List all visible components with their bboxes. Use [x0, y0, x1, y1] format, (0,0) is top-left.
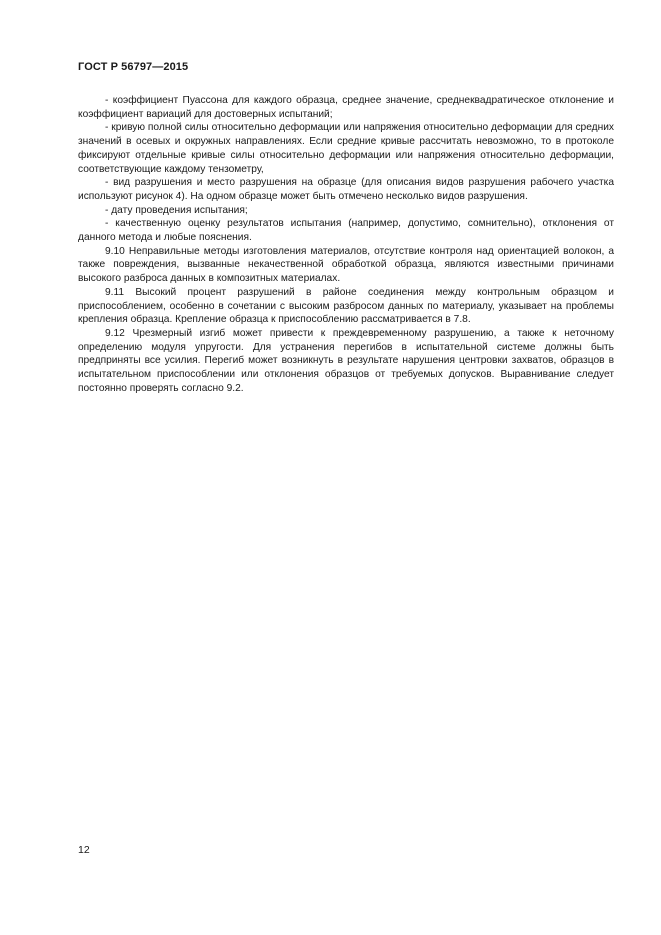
list-item-quality-assessment: - качественную оценку результатов испытания (например, допустимо, сомнительно), отклонения от данного метода и любые пояснения. [78, 218, 614, 244]
list-item-force-strain-curve: - кривую полной силы относительно деформации или напряжения относительно деформации для средних значений в осевых и окружных направлениях. Если средние кривые рассчитать невозможно, то в протоколе фиксируют отдельные кривые силы относительно деформации или напряжения относительно деформации, соответствующие каждому тензометру, [78, 122, 614, 175]
page-number: 12 [78, 844, 90, 856]
list-item-failure-mode: - вид разрушения и место разрушения на образце (для описания видов разрушения рабочего участка используют рисунок 4). На одном образце может быть отмечено несколько видов разрушения. [78, 177, 614, 202]
list-item-test-date: - дату проведения испытания; [105, 204, 248, 216]
clause-9-10: 9.10 Неправильные методы изготовления материалов, отсутствие контроля над ориентацией волокон, а также повреждения, вызванные некачественной обработкой образца, являются известными причинами высокого разброса данных в композитных материалах. [78, 245, 614, 285]
clause-9-11: 9.11 Высокий процент разрушений в районе соединения между контрольным образцом и приспособлением, особенно в сочетании с высоким разбросом данных по материалу, указывает на проблемы крепления образца. Крепление образца к приспособлению рассматривается в 7.8. [78, 286, 614, 326]
page-header-standard-code: ГОСТ Р 56797—2015 [78, 61, 189, 73]
document-body [78, 94, 614, 395]
clause-9-12: 9.12 Чрезмерный изгиб может привести к преждевременному разрушению, а также к неточному определению модуля упругости. Для устранения перегибов в испытательной системе должны быть предприняты все усилия. Перегиб может возникнуть в результате нарушения центровки захватов, образцов в испытательном приспособлении или отклонения образцов от требуемых допусков. Выравнивание следует постоянно проверять согласно 9.2. [78, 327, 614, 394]
list-item-poisson-ratio: - коэффициент Пуассона для каждого образца, среднее значение, среднеквадратическое отклонение и коэффициент вариаций для достоверных испытаний; [78, 95, 614, 120]
